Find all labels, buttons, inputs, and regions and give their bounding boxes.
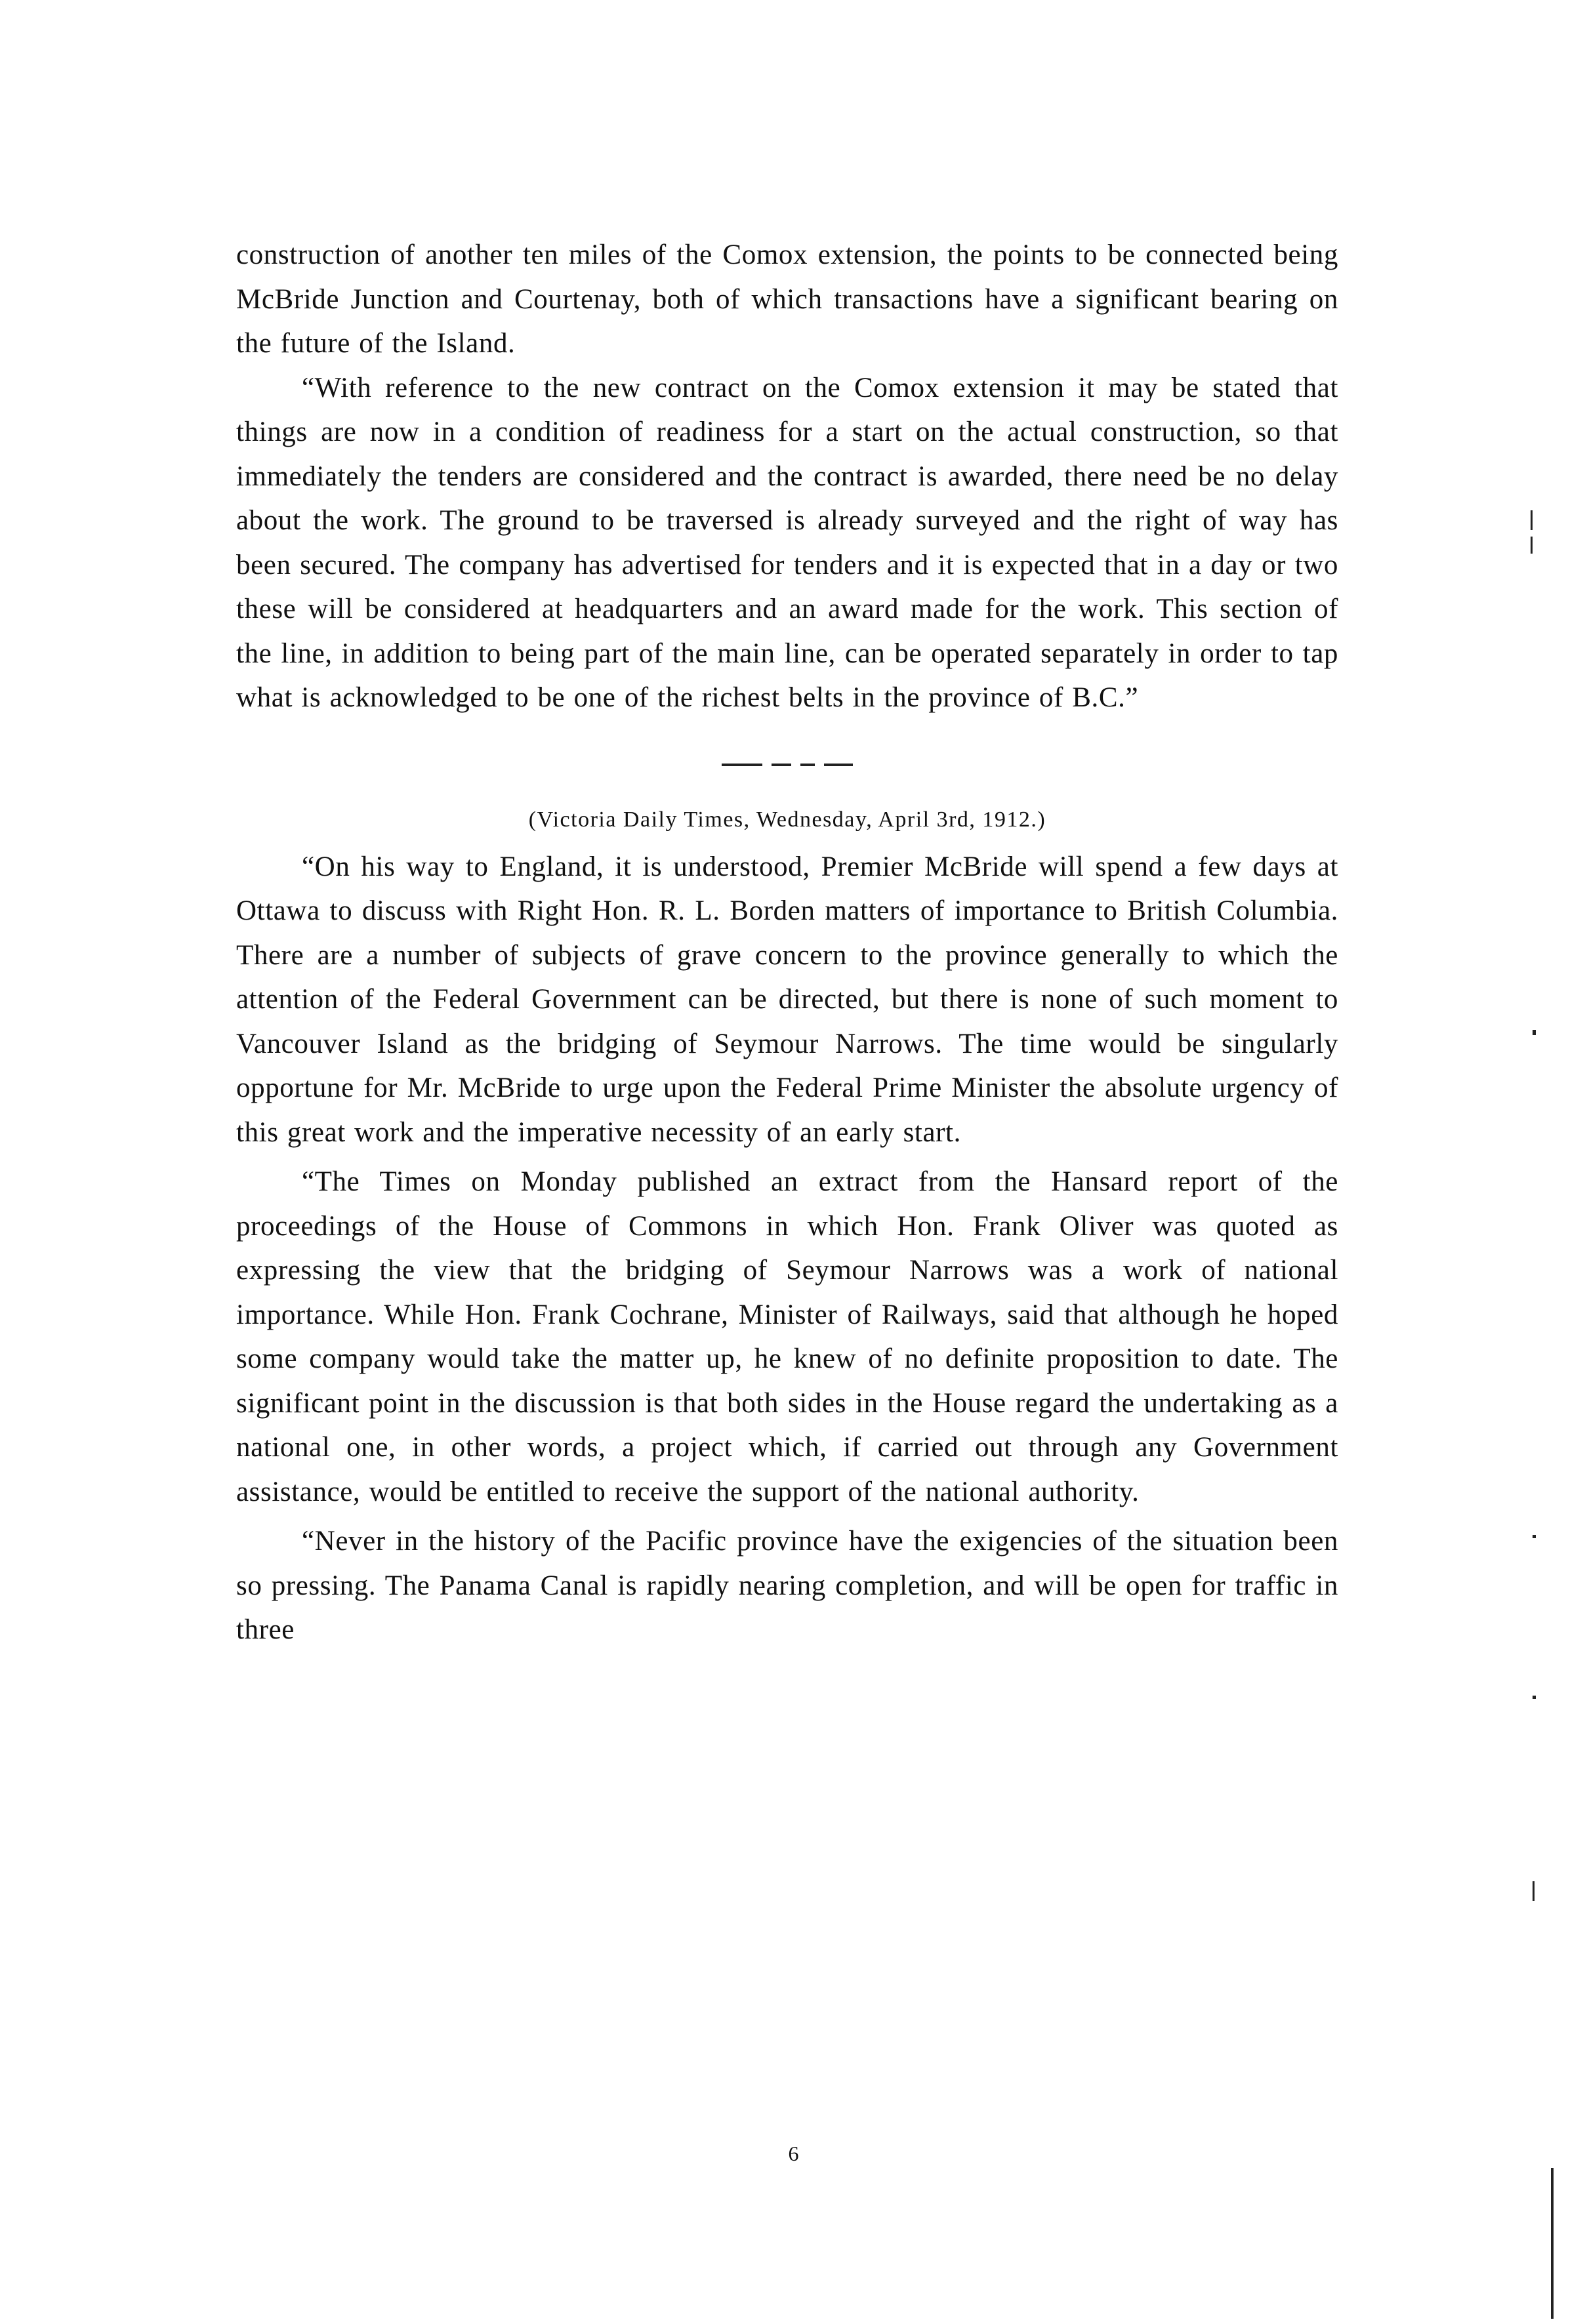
margin-mark: [1551, 2168, 1554, 2319]
paragraph-comox-extension-intro: construction of another ten miles of the Comox extension, the points to be connected being McBride Junction and Courtenay, both of which transactions have a significant bearing on the future of the Island.: [236, 239, 1338, 359]
paragraph-premier-mcbride: “On his way to England, it is understood, Premier McBride will spend a few days at Ottawa to discuss with Right Hon. R. L. Borden matters of importance to British Columbia. There are a number of subjects of grave concern to the province generally to which the attention of the Federal Government can be directed, but there is none of such moment to Vancouver Island as the bridging of Seymour Narrows. The time would be singularly opportune for Mr. McBride to urge upon the Federal Prime Minister the absolute urgency of this great work and the imperative necessity of an early start.: [236, 851, 1338, 1148]
newspaper-citation: (Victoria Daily Times, Wednesday, April 3rd, 1912.): [528, 807, 1046, 832]
margin-mark: [1531, 537, 1533, 554]
paragraph-hansard-report: “The Times on Monday published an extract from the Hansard report of the proceedings of the House of Commons in which Hon. Frank Oliver was quoted as expressing the view that the bridging of Seymour Narrows was a work of national importance. While Hon. Frank Cochrane, Minister of Railways, said that although he hoped some company would take the matter up, he knew of no definite proposition to date. The significant point in the discussion is that both sides in the House regard the undertaking as a national one, in other words, a project which, if carried out through any Government assistance, would be entitled to receive the support of the national authority.: [236, 1166, 1338, 1507]
margin-mark: [1533, 1030, 1536, 1035]
margin-mark: [1533, 1696, 1536, 1699]
margin-mark: [1533, 1881, 1535, 1901]
paragraph-new-contract: “With reference to the new contract on the Comox extension it may be stated that things are now in a condition of readiness for a start on the actual construction, so that immediately the tenders are considered and the contract is awarded, there need be no delay about the work. The ground to be traversed is already surveyed and the right of way has been secured. The company has advertised for tenders and it is expected that in a day or two these will be considered at headquarters and an award made for the work. This section of the line, in addition to being part of the main line, can be operated separately in order to tap what is acknowledged to be one of the richest belts in the province of B.C.”: [236, 372, 1338, 713]
paragraph-pacific-province: “Never in the history of the Pacific province have the exigencies of the situation been so pressing. The Panama Canal is rapidly nearing completion, and will be open for traffic in three: [236, 1526, 1338, 1645]
margin-mark: [1531, 510, 1533, 530]
page-number: 6: [788, 2142, 799, 2165]
margin-mark: [1533, 1535, 1536, 1538]
page-body: [236, 233, 1338, 1652]
section-divider: [236, 764, 1338, 766]
